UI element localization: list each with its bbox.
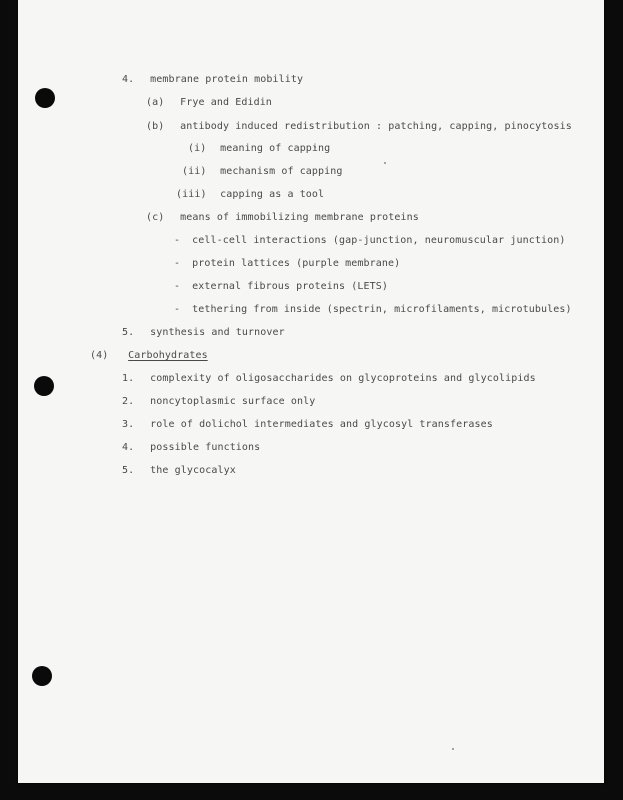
outline-subitem — [146, 212, 419, 223]
item-marker: 1. — [122, 373, 135, 384]
item-text: mechanism of capping — [220, 166, 343, 177]
section-title: Carbohydrates — [128, 350, 208, 361]
item-marker: (a) — [146, 97, 165, 108]
item-marker: - — [174, 235, 181, 246]
outline-item — [122, 327, 285, 338]
paper-speck — [384, 162, 386, 164]
outline-subsubitem — [176, 189, 324, 200]
item-text: tethering from inside (spectrin, microfilaments, microtubules) — [192, 304, 572, 315]
item-text: cell-cell interactions (gap-junction, neuromuscular junction) — [192, 235, 566, 246]
outline-dash-item — [174, 281, 388, 292]
outline-dash-item — [174, 304, 572, 315]
item-marker: 5. — [122, 327, 135, 338]
item-text: membrane protein mobility — [150, 74, 304, 85]
item-marker: 4. — [122, 442, 135, 453]
paper-page — [18, 0, 604, 783]
outline-dash-item — [174, 258, 400, 269]
paper-speck — [452, 748, 454, 750]
outline-subitem — [146, 121, 572, 132]
outline-dash-item — [174, 235, 565, 246]
item-marker: (c) — [146, 212, 165, 223]
section-marker: (4) — [90, 350, 109, 361]
item-marker: 4. — [122, 74, 135, 85]
punch-hole-middle — [34, 376, 54, 396]
outline-item — [122, 442, 260, 453]
outline-subsubitem — [182, 166, 343, 177]
item-text: synthesis and turnover — [150, 327, 285, 338]
item-text: means of immobilizing membrane proteins — [180, 212, 419, 223]
item-text: meaning of capping — [220, 143, 331, 154]
outline-item — [122, 465, 236, 476]
item-marker: 3. — [122, 419, 135, 430]
item-text: complexity of oligosaccharides on glycoproteins and glycolipids — [150, 373, 536, 384]
item-text: Frye and Edidin — [180, 97, 272, 108]
item-marker: - — [174, 304, 181, 315]
item-text: external fibrous proteins (LETS) — [192, 281, 388, 292]
outline-subsubitem — [188, 143, 330, 154]
item-marker: (iii) — [176, 189, 207, 200]
item-text: noncytoplasmic surface only — [150, 396, 316, 407]
outline-subitem — [146, 97, 272, 108]
outline-item — [122, 396, 315, 407]
punch-hole-bottom — [32, 666, 52, 686]
outline-item — [122, 373, 536, 384]
outline-item — [122, 419, 493, 430]
item-text: capping as a tool — [220, 189, 325, 200]
outline-item — [122, 74, 303, 85]
item-text: protein lattices (purple membrane) — [192, 258, 401, 269]
punch-hole-top — [35, 88, 55, 108]
item-marker: - — [174, 258, 181, 269]
item-marker: (b) — [146, 121, 165, 132]
item-text: possible functions — [150, 442, 261, 453]
item-text: antibody induced redistribution : patching, capping, pinocytosis — [180, 121, 572, 132]
item-marker: - — [174, 281, 181, 292]
item-marker: (i) — [188, 143, 207, 154]
item-marker: 5. — [122, 465, 135, 476]
item-text: the glycocalyx — [150, 465, 236, 476]
section-heading — [90, 350, 208, 361]
item-text: role of dolichol intermediates and glycosyl transferases — [150, 419, 493, 430]
item-marker: (ii) — [182, 166, 207, 177]
item-marker: 2. — [122, 396, 135, 407]
